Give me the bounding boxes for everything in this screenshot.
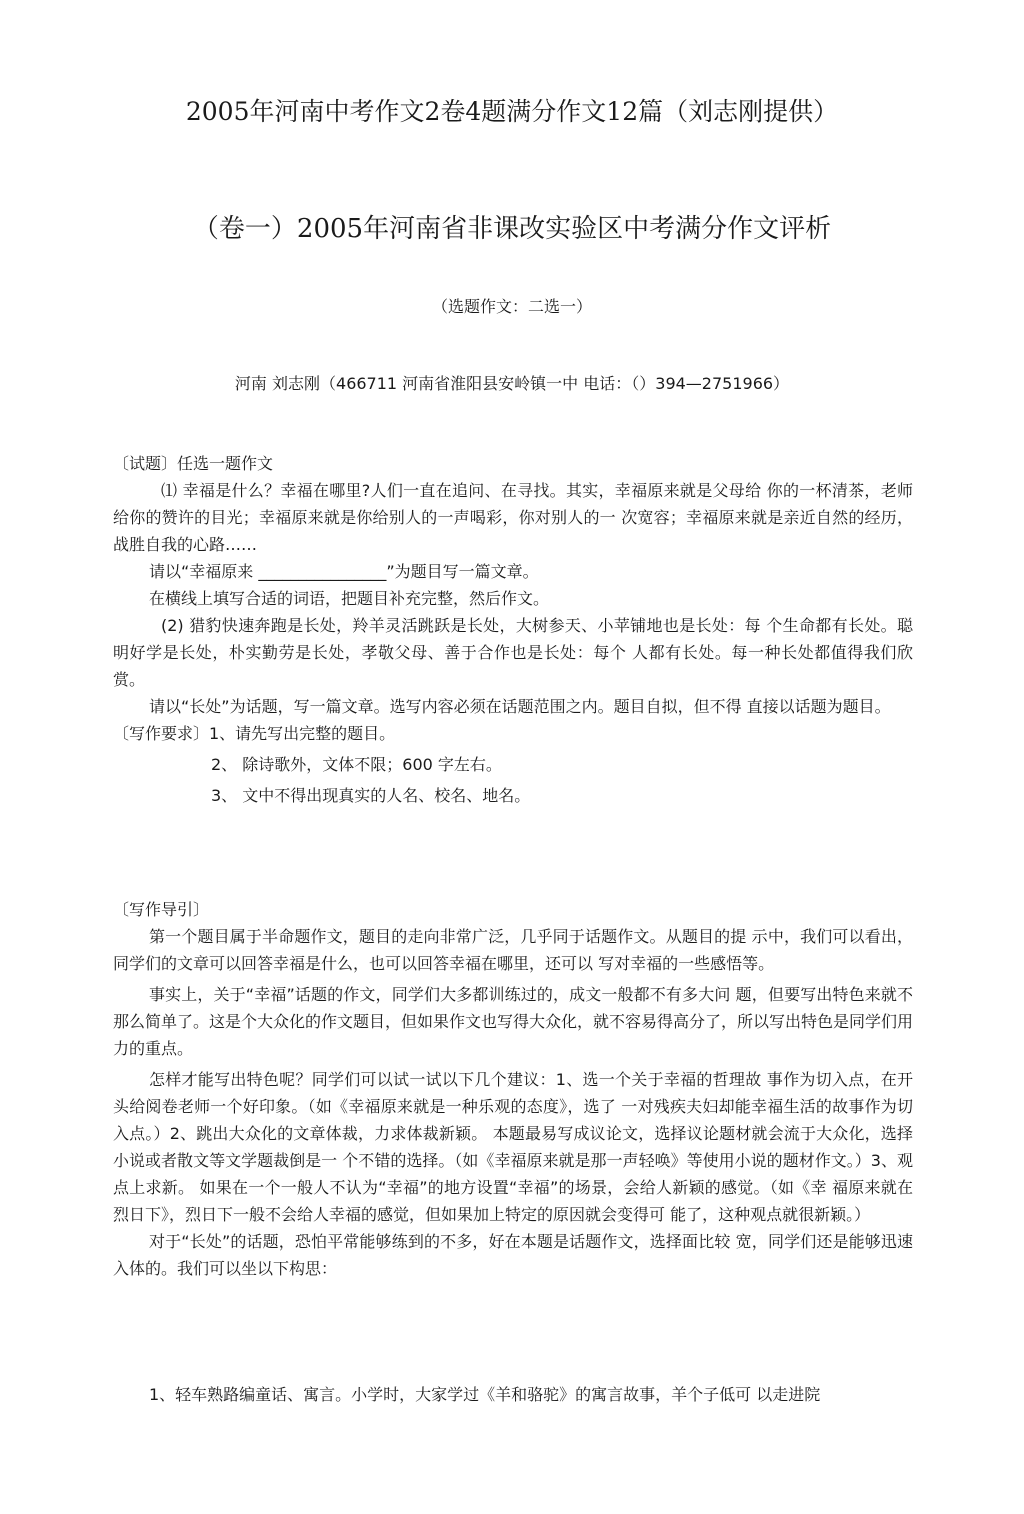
requirement-2: 2、 除诗歌外，文体不限；600 字左右。: [211, 755, 502, 774]
prompt-heading: 〔试题〕任选一题作文: [113, 454, 274, 473]
guide-paragraph-4: 对于“长处”的话题，恐怕平常能够练到的不多，好在本题是话题作文，选择面比较 宽，同学们还是能够迅速入体的。我们可以坐以下构思：: [113, 1232, 913, 1278]
prompt-paragraph-2: 请以“幸福原来 ________________”为题目写一篇文章。: [149, 562, 539, 581]
prompt-paragraph-1: ⑴ 幸福是什么？幸福在哪里?人们一直在追问、在寻找。其实，幸福原来就是父母给 你的一杯清茶，老师给你的赞许的目光；幸福原来就是你给别人的一声喝彩，你对别人的一 次宽容；幸福原来就是亲近自然的经历，战胜自我的心路……: [113, 481, 913, 554]
prompt-paragraph-5: 请以“长处”为话题，写一篇文章。选写内容必须在话题范围之内。题目自拟，但不得 直接以话题为题目。: [149, 697, 891, 716]
guide-paragraph-1: 第一个题目属于半命题作文，题目的走向非常广泛，几乎同于话题作文。从题目的提 示中，我们可以看出，同学们的文章可以回答幸福是什么，也可以回答幸福在哪里，还可以 写对幸福的一些感悟等。: [113, 927, 913, 973]
prompt-paragraph-3: 在横线上填写合适的词语，把题目补充完整，然后作文。: [149, 589, 550, 608]
outline-section: [113, 1381, 913, 1408]
guide-paragraph-3: 怎样才能写出特色呢？同学们可以试一试以下几个建议：1、选一个关于幸福的哲理故 事作为切入点，在开头给阅卷老师一个好印象。（如《幸福原来就是一种乐观的态度》，选了 一对残疾夫妇却能幸福生活的故事作为切入点。）2、跳出大众化的文章体裁，力求体裁新颖。 本题最易写成议论文，选择议论题材就会流于大众化，选择小说或者散文等文学题裁倒是一 个不错的选择。（如《幸福原来就是那一声轻唤》等使用小说的题材作文。）3、观点上求新。 如果在一个一般人不认为“幸福”的地方设置“幸福”的场景，会给人新颖的感觉。（如《幸 福原来就在烈日下》，烈日下一般不会给人幸福的感觉，但如果加上特定的原因就会变得可 能了，这种观点就很新颖。）: [113, 1070, 913, 1224]
subject-note: （选题作文：二选一）: [431, 297, 592, 316]
guide-paragraph-2: 事实上，关于“幸福”话题的作文，同学们大多都训练过的，成文一般都不有多大问 题，但要写出特色来就不那么简单了。这是个大众化的作文题目，但如果作文也写得大众化，就不容易得高分了，所以写出特色是同学们用力的重点。: [113, 985, 914, 1058]
guide-heading: 〔写作导引〕: [113, 900, 210, 919]
guide-section: [113, 896, 913, 1282]
prompt-section: [113, 450, 913, 809]
author-line: 河南 刘志刚（466711 河南省淮阳县安岭镇一中 电话：（）394—2751966）: [234, 374, 790, 393]
requirements-heading: 〔写作要求〕1、请先写出完整的题目。: [113, 724, 396, 743]
outline-paragraph-1: 1、轻车熟路编童话、寓言。小学时，大家学过《羊和骆驼》的寓言故事，羊个子低可 以走进院: [149, 1385, 821, 1404]
document-subtitle: （卷一）2005年河南省非课改实验区中考满分作文评析: [192, 214, 832, 244]
document-title: 2005年河南中考作文2卷4题满分作文12篇（刘志刚提供）: [185, 97, 839, 126]
requirement-3: 3、 文中不得出现真实的人名、校名、地名。: [211, 786, 531, 805]
prompt-paragraph-4: (2) 猎豹快速奔跑是长处，羚羊灵活跳跃是长处，大树参天、小苹铺地也是长处：每 个生命都有长处。聪明好学是长处，朴实勤劳是长处，孝敬父母、善于合作也是长处：每个 人都有长处。每一种长处都值得我们欣赏。: [113, 616, 913, 689]
